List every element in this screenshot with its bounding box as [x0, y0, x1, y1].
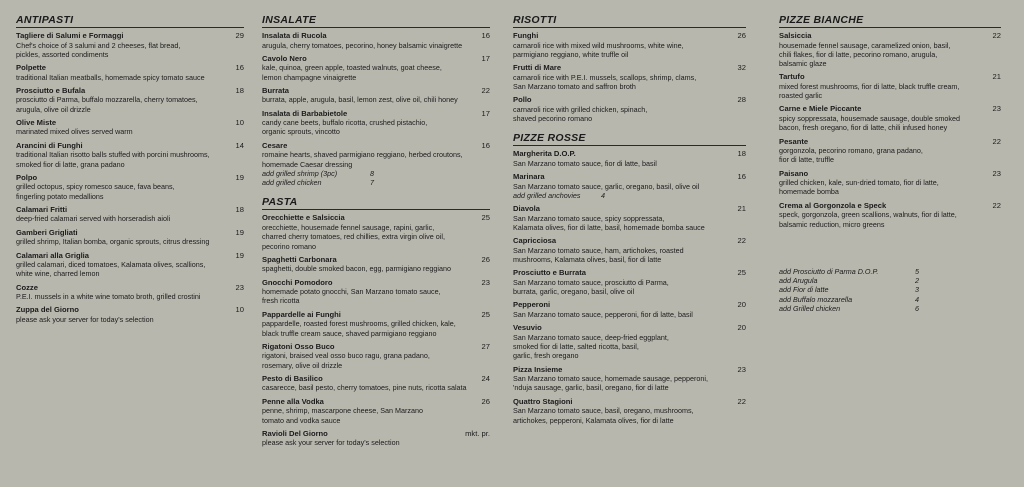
menu-item [262, 31, 490, 50]
menu-item [262, 278, 490, 306]
menu-item [262, 109, 490, 137]
menu-item [16, 118, 244, 137]
menu-item [513, 63, 746, 91]
item-price: 27 [481, 341, 490, 351]
item-price: 21 [992, 72, 1001, 82]
item-name: Carne e Miele Piccante [779, 104, 862, 114]
item-name: Calamari alla Griglia [16, 250, 90, 260]
menu-item [513, 95, 746, 123]
item-name: Gamberi Grigliati [16, 227, 78, 237]
item-description: please ask your server for today's selection [262, 438, 400, 448]
item-name: Pappardelle ai Funghi [262, 309, 341, 319]
item-description: grilled calamari, diced tomatoes, Kalamata olives, scallions, [16, 260, 206, 270]
item-price: 24 [481, 373, 490, 383]
item-price: 26 [737, 31, 746, 40]
item-description: homemade bomba [779, 187, 839, 197]
menu-item [513, 31, 746, 59]
item-description: marinated mixed olives served warm [16, 127, 133, 137]
menu-item [513, 204, 746, 232]
item-description: gorgonzola, pecorino romano, grana padano, [779, 146, 923, 156]
item-description: deep-fried calamari served with horseradish aioli [16, 214, 171, 224]
menu-item [262, 374, 490, 393]
item-description: prosciutto di Parma, buffalo mozzarella, cherry tomatoes, [16, 95, 198, 105]
menu-column-3 [513, 14, 746, 429]
extra-item [779, 267, 1001, 276]
menu-item [779, 72, 1001, 100]
item-name: Pollo [513, 95, 532, 105]
menu-item [513, 365, 746, 393]
item-price: 18 [235, 204, 244, 214]
section-title: INSALATE [262, 14, 490, 28]
item-description: mushrooms, Kalamata olives, basil, fior di latte [513, 255, 662, 265]
item-price: 29 [235, 31, 244, 40]
item-description: bacon, fresh oregano, fior di latte, chili infused honey [779, 123, 948, 133]
item-description: rigatoni, braised veal osso buco ragu, grana padano, [262, 351, 430, 361]
item-name: Spaghetti Carbonara [262, 254, 337, 264]
extra-label: add Arugula [779, 276, 818, 286]
addon-price: 4 [601, 190, 605, 200]
item-name: Insalata di Barbabietole [262, 108, 348, 118]
item-description: P.E.I. mussels in a white wine tomato broth, grilled crostini [16, 292, 201, 302]
item-price: 28 [737, 95, 746, 105]
item-price: 22 [992, 31, 1001, 40]
menu-item [16, 86, 244, 114]
item-description: San Marzano tomato sauce, pepperoni, fior di latte, basil [513, 309, 693, 319]
item-description: San Marzano tomato sauce, ham, artichokes, roasted [513, 245, 684, 255]
item-price: 26 [481, 396, 490, 406]
item-name: Capricciosa [513, 236, 557, 246]
item-name: Crema al Gorgonzola e Speck [779, 200, 887, 210]
section-title: ANTIPASTI [16, 14, 244, 28]
item-name: Margherita D.O.P. [513, 149, 576, 159]
item-name: Vesuvio [513, 323, 542, 333]
item-description: parmigiano reggiano, white truffle oil [513, 49, 629, 59]
menu-item [16, 228, 244, 247]
menu-item [779, 104, 1001, 132]
item-name: Arancini di Funghi [16, 140, 83, 150]
section-title: PIZZE ROSSE [513, 132, 746, 146]
item-description: roasted garlic [779, 91, 823, 101]
item-description: grilled shrimp, Italian bomba, organic sprouts, citrus dressing [16, 237, 210, 247]
item-description: speck, gorgonzola, green scallions, walnuts, fior di latte, [779, 210, 957, 220]
menu-item [262, 54, 490, 82]
menu-column-1 [16, 14, 244, 328]
item-price: 10 [235, 305, 244, 315]
extra-item [779, 304, 1001, 313]
item-name: Insalata di Rucola [262, 31, 327, 40]
extra-price: 3 [915, 285, 919, 295]
item-description: homemade Caesar dressing [262, 159, 353, 169]
item-description: chili flakes, fior di latte, pecorino romano, arugula, [779, 49, 938, 59]
item-price: 19 [235, 172, 244, 182]
item-description: fior di latte, truffle [779, 155, 834, 165]
item-description: kale, quinoa, green apple, toasted walnuts, goat cheese, [262, 63, 442, 73]
item-description: burrata, garlic, oregano, basil, olive oil [513, 287, 635, 297]
menu-item [262, 342, 490, 370]
item-description: balsamic glaze [779, 59, 827, 69]
item-description: spaghetti, double smoked bacon, egg, parmigiano reggiano [262, 264, 452, 274]
item-price: 20 [737, 323, 746, 333]
item-price: 18 [235, 85, 244, 95]
item-description: candy cane beets, buffalo ricotta, crushed pistachio, [262, 118, 428, 128]
section-title: PASTA [262, 196, 490, 210]
extra-price: 6 [915, 304, 919, 314]
item-name: Rigatoni Osso Buco [262, 341, 335, 351]
item-price: 19 [235, 227, 244, 237]
item-description: grilled chicken, kale, sun-dried tomato, fior di latte, [779, 178, 939, 188]
item-description: San Marzano tomato sauce, fior di latte, basil [513, 158, 657, 168]
menu-item [513, 268, 746, 296]
menu-item [16, 141, 244, 169]
item-name: Quattro Stagioni [513, 396, 573, 406]
addon-label: add grilled shrimp (3pc) [262, 168, 338, 178]
section-title: RISOTTI [513, 14, 746, 28]
item-description: traditional Italian meatballs, homemade spicy tomato sauce [16, 72, 205, 82]
item-name: Orecchiette e Salsiccia [262, 213, 345, 223]
item-addon [262, 178, 490, 187]
menu-item [16, 31, 244, 59]
item-description: Chef's choice of 3 salumi and 2 cheeses, flat bread, [16, 40, 181, 50]
menu-item [513, 172, 746, 200]
item-price: 26 [481, 254, 490, 264]
item-addon [513, 191, 746, 200]
item-name: Cozze [16, 282, 38, 292]
item-price: 22 [992, 136, 1001, 146]
item-description: romaine hearts, shaved parmigiano reggiano, herbed croutons, [262, 150, 463, 160]
item-description: 'nduja sausage, garlic, basil, oregano, fior di latte [513, 383, 669, 393]
menu-item [779, 31, 1001, 68]
item-name: Olive Miste [16, 117, 57, 127]
section-title: PIZZE BIANCHE [779, 14, 1001, 28]
menu-column-2 [262, 14, 490, 452]
menu-item [262, 310, 490, 338]
item-description: pecorino romano [262, 241, 316, 251]
item-price: 22 [737, 236, 746, 246]
item-description: San Marzano tomato sauce, spicy soppressata, [513, 213, 665, 223]
item-description: white wine, charred lemon [16, 269, 100, 279]
menu-item [262, 86, 490, 105]
extras-list [779, 267, 1001, 313]
item-price: 17 [481, 108, 490, 118]
extra-item [779, 276, 1001, 285]
extra-item [779, 285, 1001, 294]
menu-item [262, 255, 490, 274]
item-description: arugula, olive oil drizzle [16, 104, 91, 114]
item-description: mixed forest mushrooms, fior di latte, black truffle cream, [779, 81, 960, 91]
item-description: smoked fior di latte, salted ricotta, basil, [513, 342, 639, 352]
item-description: arugula, cherry tomatoes, pecorino, honey balsamic vinaigrette [262, 40, 463, 50]
item-price: 20 [737, 300, 746, 310]
menu-item [262, 141, 490, 188]
item-description: housemade fennel sausage, caramelized onion, basil, [779, 40, 951, 50]
item-description: traditional Italian risotto balls stuffed with porcini mushrooms, [16, 150, 210, 160]
item-name: Salsiccia [779, 31, 812, 40]
item-price: 21 [737, 204, 746, 214]
item-name: Zuppa del Giorno [16, 305, 79, 315]
item-description: San Marzano tomato sauce, deep-fried eggplant, [513, 332, 669, 342]
item-description: San Marzano tomato and saffron broth [513, 81, 636, 91]
item-price: 23 [737, 364, 746, 374]
item-description: tomato and vodka sauce [262, 415, 341, 425]
item-description: spicy soppressata, housemade sausage, double smoked [779, 113, 960, 123]
menu-item [262, 429, 490, 448]
item-name: Prosciutto e Burrata [513, 268, 587, 278]
menu-item [513, 236, 746, 264]
item-description: lemon champagne vinaigrette [262, 72, 357, 82]
item-description: San Marzano tomato sauce, garlic, oregano, basil, olive oil [513, 181, 700, 191]
menu-item [513, 323, 746, 360]
item-description: carnaroli rice with mixed wild mushrooms, white wine, [513, 40, 684, 50]
item-price: 23 [992, 104, 1001, 114]
menu-item [16, 173, 244, 201]
item-name: Tartufo [779, 72, 805, 82]
item-price: 16 [481, 31, 490, 40]
item-description: pickles, assorted condiments [16, 49, 109, 59]
item-description: casarecce, basil pesto, cherry tomatoes, pine nuts, ricotta salata [262, 383, 467, 393]
item-price: 23 [235, 282, 244, 292]
item-price: 22 [737, 396, 746, 406]
item-name: Pizza Insieme [513, 364, 563, 374]
item-description: San Marzano tomato sauce, prosciutto di Parma, [513, 277, 669, 287]
item-description: San Marzano tomato sauce, homemade sausage, pepperoni, [513, 374, 708, 384]
item-description: orecchiette, housemade fennel sausage, rapini, garlic, [262, 222, 435, 232]
item-description: garlic, fresh oregano [513, 351, 579, 361]
item-description: Kalamata olives, fior di latte, basil, homemade bomba sauce [513, 222, 705, 232]
item-description: please ask your server for today's selection [16, 314, 154, 324]
menu-item [16, 63, 244, 82]
item-description: organic sprouts, vincotto [262, 127, 340, 137]
item-price: 23 [481, 277, 490, 287]
item-name: Diavola [513, 204, 541, 214]
item-description: San Marzano tomato sauce, basil, oregano, mushrooms, [513, 406, 694, 416]
item-price: 22 [481, 85, 490, 95]
item-price: 23 [992, 168, 1001, 178]
menu-item [16, 305, 244, 324]
menu-item [779, 169, 1001, 197]
item-description: charred cherry tomatoes, red chillies, extra virgin olive oil, [262, 232, 445, 242]
item-description: shaved pecorino romano [513, 113, 593, 123]
item-price: 32 [737, 63, 746, 73]
item-price: 25 [481, 213, 490, 223]
addon-price: 8 [370, 168, 374, 178]
item-name: Cesare [262, 140, 288, 150]
item-price: 16 [481, 140, 490, 150]
item-name: Penne alla Vodka [262, 396, 324, 406]
menu-item [16, 251, 244, 279]
extra-price: 4 [915, 294, 919, 304]
item-name: Ravioli Del Giorno [262, 428, 328, 438]
extra-label: add Buffalo mozzarella [779, 294, 853, 304]
item-description: smoked fior di latte, grana padano [16, 159, 125, 169]
item-price: 17 [481, 53, 490, 63]
addon-label: add grilled chicken [262, 178, 322, 188]
item-description: carnaroli rice with grilled chicken, spinach, [513, 104, 648, 114]
item-name: Pepperoni [513, 300, 551, 310]
extra-label: add Fior di latte [779, 285, 829, 295]
item-description: balsamic reduction, micro greens [779, 219, 885, 229]
menu-item [513, 397, 746, 425]
item-name: Polpette [16, 63, 46, 73]
item-price: 16 [737, 172, 746, 182]
extra-price: 2 [915, 276, 919, 286]
item-name: Cavolo Nero [262, 53, 307, 63]
item-description: artichokes, pepperoni, Kalamata olives, fior di latte [513, 415, 674, 425]
item-name: Gnocchi Pomodoro [262, 277, 333, 287]
item-price: 19 [235, 250, 244, 260]
item-name: Burrata [262, 85, 290, 95]
item-description: fingerling potato medallions [16, 191, 104, 201]
item-price: 10 [235, 117, 244, 127]
menu-item [779, 201, 1001, 229]
item-description: fresh ricotta [262, 296, 300, 306]
extra-label: add Prosciutto di Parma D.O.P. [779, 266, 879, 276]
addon-price: 7 [370, 178, 374, 188]
item-description: black truffle cream sauce, shaved parmigiano reggiano [262, 328, 437, 338]
menu-item [779, 137, 1001, 165]
item-price: 25 [481, 309, 490, 319]
item-name: Polpo [16, 172, 38, 182]
item-name: Calamari Fritti [16, 204, 68, 214]
addon-label: add grilled anchovies [513, 190, 581, 200]
item-description: homemade potato gnocchi, San Marzano tomato sauce, [262, 287, 441, 297]
item-description: rosemary, olive oil drizzle [262, 360, 343, 370]
item-name: Marinara [513, 172, 545, 182]
item-name: Pesante [779, 136, 809, 146]
item-price: 18 [737, 149, 746, 159]
extra-price: 5 [915, 266, 919, 276]
menu-item [513, 149, 746, 168]
menu-column-4 [779, 14, 1001, 313]
item-description: carnaroli rice with P.E.I. mussels, scallops, shrimp, clams, [513, 72, 697, 82]
item-name: Frutti di Mare [513, 63, 562, 73]
menu-item [16, 283, 244, 302]
extra-label: add Grilled chicken [779, 304, 841, 314]
item-price: 16 [235, 63, 244, 73]
item-price: 25 [737, 268, 746, 278]
item-name: Paisano [779, 168, 809, 178]
menu-item [262, 213, 490, 250]
item-description: burrata, apple, arugula, basil, lemon zest, olive oil, chili honey [262, 95, 458, 105]
item-name: Prosciutto e Bufala [16, 85, 86, 95]
item-name: Funghi [513, 31, 539, 40]
item-price: 14 [235, 140, 244, 150]
menu-item [16, 205, 244, 224]
item-addon [262, 169, 490, 178]
menu-item [513, 300, 746, 319]
item-description: grilled octopus, spicy romesco sauce, fava beans, [16, 182, 175, 192]
item-price: 22 [992, 200, 1001, 210]
extra-item [779, 295, 1001, 304]
item-name: Tagliere di Salumi e Formaggi [16, 31, 124, 40]
item-name: Pesto di Basilico [262, 373, 323, 383]
item-price: mkt. pr. [465, 428, 490, 438]
item-description: pappardelle, roasted forest mushrooms, grilled chicken, kale, [262, 319, 456, 329]
item-description: penne, shrimp, mascarpone cheese, San Marzano [262, 406, 424, 416]
menu-item [262, 397, 490, 425]
